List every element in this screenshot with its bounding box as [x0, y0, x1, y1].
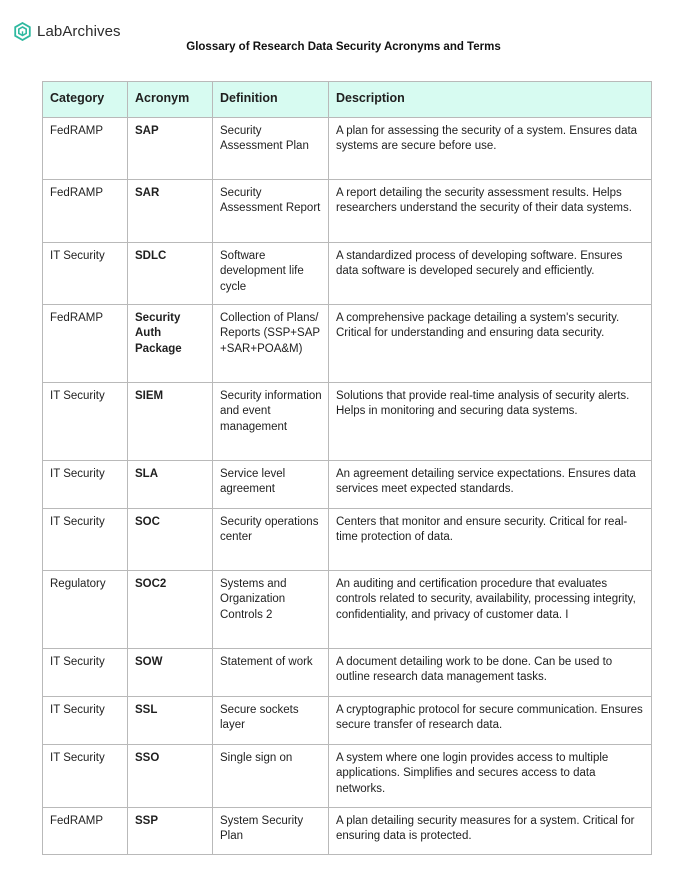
cell-acronym: SSP: [128, 808, 213, 855]
cell-acronym: SAR: [128, 180, 213, 243]
table-row: [43, 571, 652, 649]
header-description: Description: [329, 82, 652, 118]
cell-definition: Secure sockets layer: [213, 697, 329, 745]
hexagon-cube-icon: [14, 22, 31, 41]
glossary-table: [42, 81, 652, 855]
table-row: [43, 305, 652, 383]
cell-description: A comprehensive package detailing a system's security. Critical for understanding and ensuring data security.: [329, 305, 652, 383]
cell-description: A standardized process of developing software. Ensures data software is developed securely and efficiently.: [329, 243, 652, 305]
cell-definition: Service level agreement: [213, 461, 329, 509]
cell-acronym: Security Auth Package: [128, 305, 213, 383]
header-definition: Definition: [213, 82, 329, 118]
cell-acronym: SDLC: [128, 243, 213, 305]
header-category: Category: [43, 82, 128, 118]
cell-acronym: SAP: [128, 118, 213, 180]
cell-category: IT Security: [43, 509, 128, 571]
cell-description: A plan for assessing the security of a system. Ensures data systems are secure before use.: [329, 118, 652, 180]
page-title: Glossary of Research Data Security Acronyms and Terms: [186, 41, 501, 53]
cell-category: FedRAMP: [43, 180, 128, 243]
cell-category: FedRAMP: [43, 118, 128, 180]
table-row: [43, 383, 652, 461]
cell-category: IT Security: [43, 243, 128, 305]
cell-definition: Security information and event management: [213, 383, 329, 461]
table-row: [43, 118, 652, 180]
cell-acronym: SOW: [128, 649, 213, 697]
cell-description: A cryptographic protocol for secure communication. Ensures secure transfer of research data.: [329, 697, 652, 745]
table-row: [43, 649, 652, 697]
cell-category: IT Security: [43, 697, 128, 745]
cell-acronym: SOC2: [128, 571, 213, 649]
cell-description: An auditing and certification procedure that evaluates controls related to security, availability, processing integrity, confidentiality, and privacy of customer data. I: [329, 571, 652, 649]
cell-acronym: SSO: [128, 745, 213, 808]
table-row: [43, 745, 652, 808]
table-row: [43, 180, 652, 243]
cell-description: A system where one login provides access to multiple applications. Simplifies and secures access to data networks.: [329, 745, 652, 808]
cell-category: IT Security: [43, 383, 128, 461]
cell-category: IT Security: [43, 649, 128, 697]
cell-definition: Security Assessment Plan: [213, 118, 329, 180]
cell-category: IT Security: [43, 745, 128, 808]
cell-definition: Systems and Organization Controls 2: [213, 571, 329, 649]
cell-acronym: SSL: [128, 697, 213, 745]
cell-description: A report detailing the security assessment results. Helps researchers understand the security of their data systems.: [329, 180, 652, 243]
cell-definition: Security Assessment Report: [213, 180, 329, 243]
table-row: [43, 243, 652, 305]
cell-category: FedRAMP: [43, 305, 128, 383]
header-acronym: Acronym: [128, 82, 213, 118]
cell-description: Centers that monitor and ensure security. Critical for real-time protection of data.: [329, 509, 652, 571]
table-row: [43, 461, 652, 509]
cell-definition: Single sign on: [213, 745, 329, 808]
cell-category: IT Security: [43, 461, 128, 509]
brand-name: LabArchives: [37, 23, 121, 40]
table-row: [43, 509, 652, 571]
cell-acronym: SLA: [128, 461, 213, 509]
table-row: [43, 697, 652, 745]
cell-acronym: SIEM: [128, 383, 213, 461]
cell-category: FedRAMP: [43, 808, 128, 855]
cell-definition: Software development life cycle: [213, 243, 329, 305]
cell-definition: Collection of Plans/Reports (SSP+SAP+SAR+POA&M): [213, 305, 329, 383]
table-row: [43, 808, 652, 855]
cell-description: A document detailing work to be done. Can be used to outline research data management tasks.: [329, 649, 652, 697]
cell-description: An agreement detailing service expectations. Ensures data services meet expected standards.: [329, 461, 652, 509]
cell-description: A plan detailing security measures for a system. Critical for ensuring data is protected.: [329, 808, 652, 855]
table-header-row: [43, 82, 652, 118]
cell-definition: Statement of work: [213, 649, 329, 697]
cell-category: Regulatory: [43, 571, 128, 649]
cell-description: Solutions that provide real-time analysis of security alerts. Helps in monitoring and securing data systems.: [329, 383, 652, 461]
cell-acronym: SOC: [128, 509, 213, 571]
cell-definition: System Security Plan: [213, 808, 329, 855]
brand-logo: [14, 22, 121, 41]
cell-definition: Security operations center: [213, 509, 329, 571]
